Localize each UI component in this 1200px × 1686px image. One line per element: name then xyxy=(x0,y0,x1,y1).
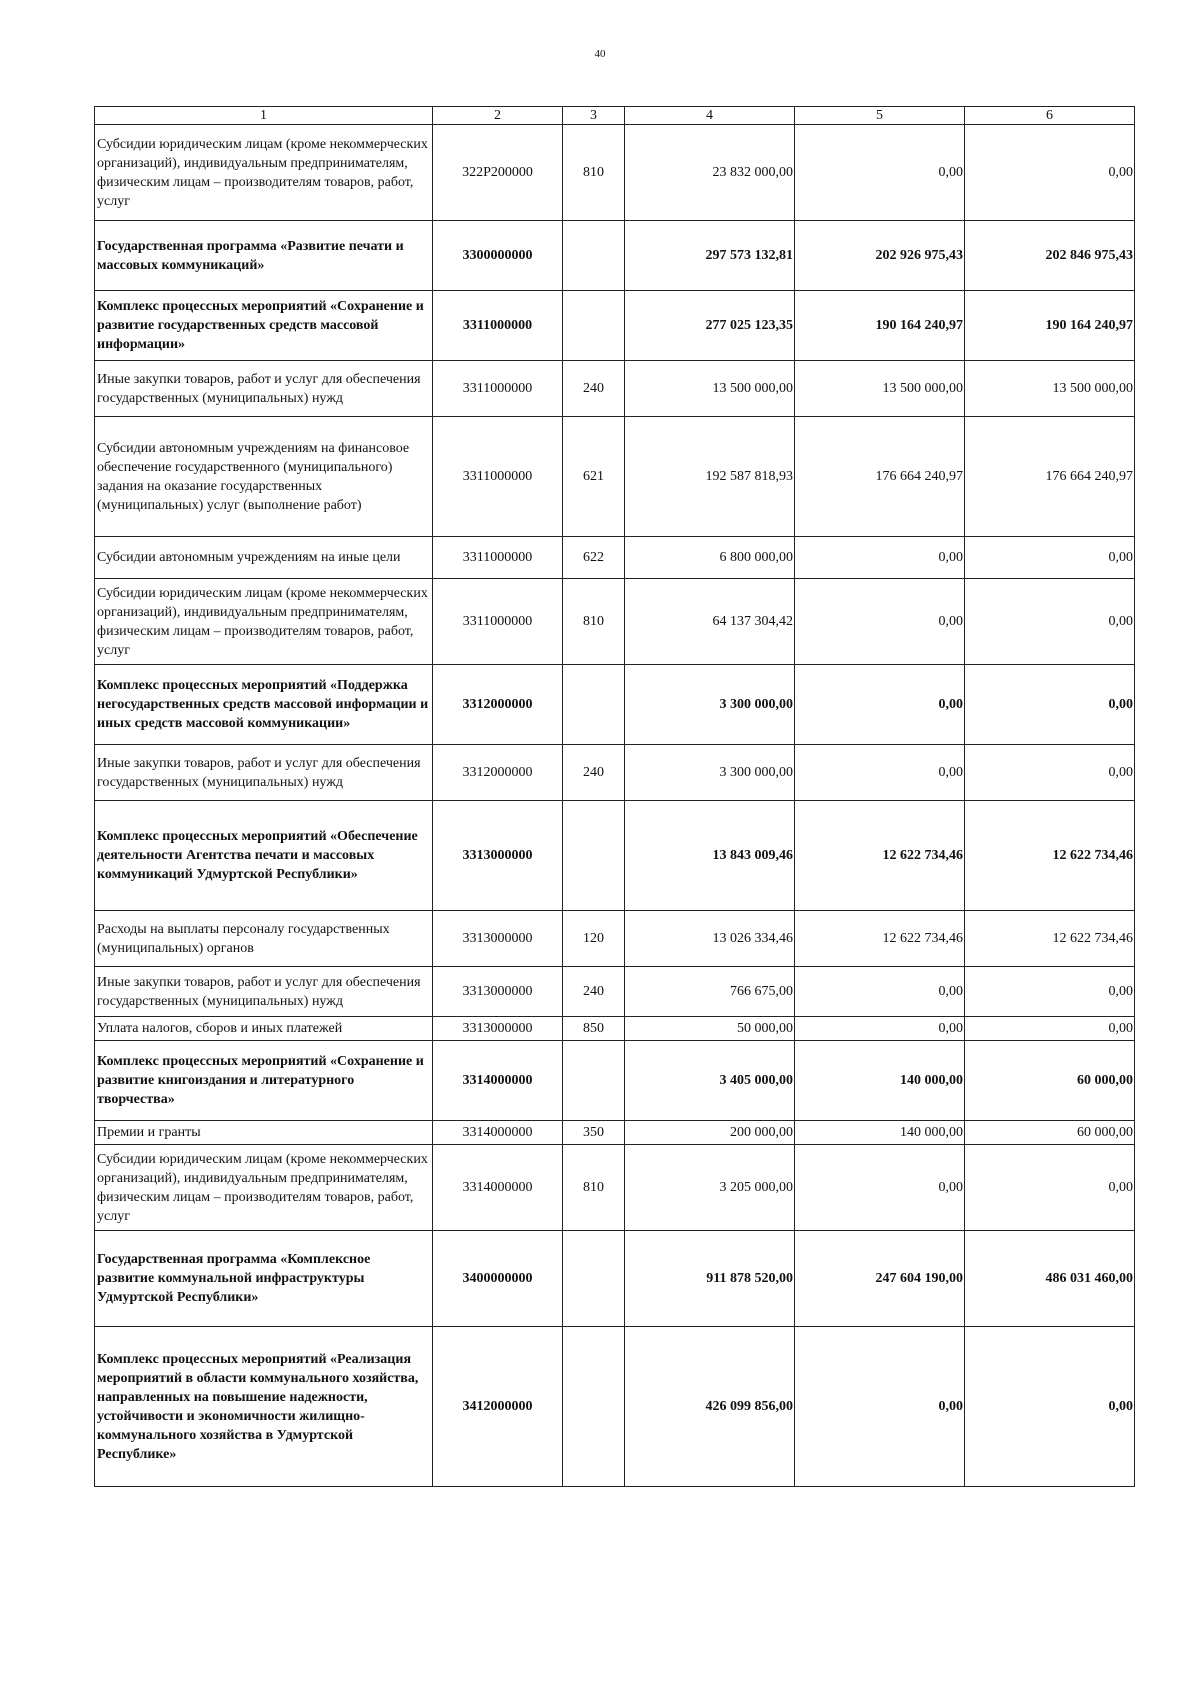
row-name-cell: Комплекс процессных мероприятий «Сохранение и развитие государственных средств массовой информации» xyxy=(95,291,433,361)
row-code-cell: 3313000000 xyxy=(433,801,563,911)
row-expense-type-cell: 350 xyxy=(563,1121,625,1145)
row-name-cell: Иные закупки товаров, работ и услуг для обеспечения государственных (муниципальных) нужд xyxy=(95,745,433,801)
row-code-cell: 3314000000 xyxy=(433,1041,563,1121)
table-row xyxy=(95,221,1135,291)
row-amount-1-cell: 3 300 000,00 xyxy=(625,745,795,801)
row-amount-2-cell: 190 164 240,97 xyxy=(795,291,965,361)
row-amount-3-cell: 0,00 xyxy=(965,745,1135,801)
row-expense-type-cell: 810 xyxy=(563,125,625,221)
row-amount-1-cell: 192 587 818,93 xyxy=(625,417,795,537)
row-amount-3-cell: 60 000,00 xyxy=(965,1121,1135,1145)
row-name-cell: Субсидии юридическим лицам (кроме некоммерческих организаций), индивидуальным предпринимателям, физическим лицам – производителям товаров, работ, услуг xyxy=(95,1145,433,1231)
row-code-cell: 3300000000 xyxy=(433,221,563,291)
table-row xyxy=(95,911,1135,967)
row-expense-type-cell xyxy=(563,221,625,291)
row-amount-2-cell: 0,00 xyxy=(795,665,965,745)
row-amount-1-cell: 23 832 000,00 xyxy=(625,125,795,221)
row-amount-3-cell: 0,00 xyxy=(965,665,1135,745)
row-amount-1-cell: 50 000,00 xyxy=(625,1017,795,1041)
row-name-cell: Уплата налогов, сборов и иных платежей xyxy=(95,1017,433,1041)
row-amount-1-cell: 13 026 334,46 xyxy=(625,911,795,967)
row-amount-3-cell: 0,00 xyxy=(965,1017,1135,1041)
row-code-cell: 3314000000 xyxy=(433,1121,563,1145)
row-amount-1-cell: 3 405 000,00 xyxy=(625,1041,795,1121)
row-name-cell: Комплекс процессных мероприятий «Реализация мероприятий в области коммунального хозяйства, направленных на повышение надежности, устойчивости и экономичности жилищно-коммунального хозяйства в Удмуртской Республике» xyxy=(95,1327,433,1487)
row-code-cell: 3313000000 xyxy=(433,1017,563,1041)
budget-table-container xyxy=(94,106,1134,1487)
header-cell-amount-1: 4 xyxy=(625,107,795,125)
row-expense-type-cell: 240 xyxy=(563,745,625,801)
row-amount-2-cell: 0,00 xyxy=(795,537,965,579)
header-cell-name: 1 xyxy=(95,107,433,125)
table-row xyxy=(95,579,1135,665)
row-amount-3-cell: 13 500 000,00 xyxy=(965,361,1135,417)
row-amount-2-cell: 0,00 xyxy=(795,1017,965,1041)
row-amount-3-cell: 176 664 240,97 xyxy=(965,417,1135,537)
header-row xyxy=(95,107,1135,125)
row-code-cell: 322P200000 xyxy=(433,125,563,221)
row-amount-2-cell: 0,00 xyxy=(795,579,965,665)
row-name-cell: Государственная программа «Комплексное развитие коммунальной инфраструктуры Удмуртской Республики» xyxy=(95,1231,433,1327)
row-expense-type-cell: 621 xyxy=(563,417,625,537)
row-name-cell: Комплекс процессных мероприятий «Обеспечение деятельности Агентства печати и массовых коммуникаций Удмуртской Республики» xyxy=(95,801,433,911)
row-name-cell: Иные закупки товаров, работ и услуг для обеспечения государственных (муниципальных) нужд xyxy=(95,361,433,417)
row-amount-1-cell: 911 878 520,00 xyxy=(625,1231,795,1327)
row-amount-1-cell: 277 025 123,35 xyxy=(625,291,795,361)
row-name-cell: Расходы на выплаты персоналу государственных (муниципальных) органов xyxy=(95,911,433,967)
row-amount-2-cell: 0,00 xyxy=(795,967,965,1017)
row-name-cell: Премии и гранты xyxy=(95,1121,433,1145)
row-amount-1-cell: 297 573 132,81 xyxy=(625,221,795,291)
budget-table xyxy=(94,106,1135,1487)
row-name-cell: Иные закупки товаров, работ и услуг для обеспечения государственных (муниципальных) нужд xyxy=(95,967,433,1017)
row-code-cell: 3400000000 xyxy=(433,1231,563,1327)
table-row xyxy=(95,361,1135,417)
row-amount-3-cell: 0,00 xyxy=(965,125,1135,221)
row-code-cell: 3313000000 xyxy=(433,967,563,1017)
row-amount-2-cell: 0,00 xyxy=(795,1145,965,1231)
page-number: 40 xyxy=(594,48,606,60)
row-amount-3-cell: 0,00 xyxy=(965,1327,1135,1487)
row-expense-type-cell xyxy=(563,665,625,745)
row-amount-2-cell: 0,00 xyxy=(795,125,965,221)
row-amount-1-cell: 426 099 856,00 xyxy=(625,1327,795,1487)
row-amount-1-cell: 6 800 000,00 xyxy=(625,537,795,579)
table-row xyxy=(95,1327,1135,1487)
row-code-cell: 3314000000 xyxy=(433,1145,563,1231)
row-amount-3-cell: 60 000,00 xyxy=(965,1041,1135,1121)
header-cell-code: 2 xyxy=(433,107,563,125)
row-expense-type-cell: 622 xyxy=(563,537,625,579)
table-row xyxy=(95,745,1135,801)
table-row xyxy=(95,1145,1135,1231)
row-code-cell: 3311000000 xyxy=(433,579,563,665)
table-row xyxy=(95,125,1135,221)
table-row xyxy=(95,1041,1135,1121)
table-row xyxy=(95,665,1135,745)
table-row xyxy=(95,801,1135,911)
row-expense-type-cell: 810 xyxy=(563,579,625,665)
row-amount-2-cell: 0,00 xyxy=(795,745,965,801)
row-amount-2-cell: 12 622 734,46 xyxy=(795,801,965,911)
row-amount-3-cell: 0,00 xyxy=(965,1145,1135,1231)
row-expense-type-cell xyxy=(563,291,625,361)
row-amount-2-cell: 140 000,00 xyxy=(795,1121,965,1145)
row-amount-2-cell: 12 622 734,46 xyxy=(795,911,965,967)
row-amount-3-cell: 12 622 734,46 xyxy=(965,801,1135,911)
row-expense-type-cell: 120 xyxy=(563,911,625,967)
row-amount-2-cell: 13 500 000,00 xyxy=(795,361,965,417)
row-amount-2-cell: 247 604 190,00 xyxy=(795,1231,965,1327)
row-code-cell: 3312000000 xyxy=(433,745,563,801)
row-amount-2-cell: 140 000,00 xyxy=(795,1041,965,1121)
row-code-cell: 3311000000 xyxy=(433,291,563,361)
row-amount-3-cell: 190 164 240,97 xyxy=(965,291,1135,361)
row-amount-3-cell: 0,00 xyxy=(965,579,1135,665)
row-name-cell: Комплекс процессных мероприятий «Поддержка негосударственных средств массовой информации и иных средств массовой коммуникации» xyxy=(95,665,433,745)
row-expense-type-cell: 810 xyxy=(563,1145,625,1231)
table-row xyxy=(95,1017,1135,1041)
row-amount-1-cell: 200 000,00 xyxy=(625,1121,795,1145)
table-row xyxy=(95,417,1135,537)
row-code-cell: 3311000000 xyxy=(433,361,563,417)
row-name-cell: Комплекс процессных мероприятий «Сохранение и развитие книгоиздания и литературного творчества» xyxy=(95,1041,433,1121)
row-expense-type-cell: 240 xyxy=(563,967,625,1017)
row-amount-1-cell: 64 137 304,42 xyxy=(625,579,795,665)
table-row xyxy=(95,1231,1135,1327)
row-amount-3-cell: 0,00 xyxy=(965,537,1135,579)
row-code-cell: 3313000000 xyxy=(433,911,563,967)
row-code-cell: 3311000000 xyxy=(433,417,563,537)
row-amount-1-cell: 3 205 000,00 xyxy=(625,1145,795,1231)
row-name-cell: Субсидии автономным учреждениям на финансовое обеспечение государственного (муниципального) задания на оказание государственных (муниципальных) услуг (выполнение работ) xyxy=(95,417,433,537)
row-amount-1-cell: 13 500 000,00 xyxy=(625,361,795,417)
row-code-cell: 3412000000 xyxy=(433,1327,563,1487)
table-row xyxy=(95,1121,1135,1145)
table-row xyxy=(95,537,1135,579)
row-expense-type-cell xyxy=(563,801,625,911)
row-amount-2-cell: 202 926 975,43 xyxy=(795,221,965,291)
header-cell-amount-3: 6 xyxy=(965,107,1135,125)
row-name-cell: Субсидии автономным учреждениям на иные цели xyxy=(95,537,433,579)
row-amount-3-cell: 486 031 460,00 xyxy=(965,1231,1135,1327)
row-expense-type-cell xyxy=(563,1041,625,1121)
header-cell-expense-type: 3 xyxy=(563,107,625,125)
row-amount-1-cell: 3 300 000,00 xyxy=(625,665,795,745)
header-cell-amount-2: 5 xyxy=(795,107,965,125)
row-expense-type-cell xyxy=(563,1231,625,1327)
row-amount-1-cell: 766 675,00 xyxy=(625,967,795,1017)
row-name-cell: Государственная программа «Развитие печати и массовых коммуникаций» xyxy=(95,221,433,291)
row-name-cell: Субсидии юридическим лицам (кроме некоммерческих организаций), индивидуальным предпринимателям, физическим лицам – производителям товаров, работ, услуг xyxy=(95,125,433,221)
table-row xyxy=(95,967,1135,1017)
table-row xyxy=(95,291,1135,361)
row-amount-3-cell: 202 846 975,43 xyxy=(965,221,1135,291)
row-amount-3-cell: 0,00 xyxy=(965,967,1135,1017)
table-body xyxy=(95,125,1135,1487)
row-amount-2-cell: 0,00 xyxy=(795,1327,965,1487)
row-expense-type-cell: 850 xyxy=(563,1017,625,1041)
row-code-cell: 3312000000 xyxy=(433,665,563,745)
row-expense-type-cell xyxy=(563,1327,625,1487)
row-name-cell: Субсидии юридическим лицам (кроме некоммерческих организаций), индивидуальным предпринимателям, физическим лицам – производителям товаров, работ, услуг xyxy=(95,579,433,665)
row-expense-type-cell: 240 xyxy=(563,361,625,417)
row-amount-3-cell: 12 622 734,46 xyxy=(965,911,1135,967)
row-code-cell: 3311000000 xyxy=(433,537,563,579)
row-amount-1-cell: 13 843 009,46 xyxy=(625,801,795,911)
row-amount-2-cell: 176 664 240,97 xyxy=(795,417,965,537)
